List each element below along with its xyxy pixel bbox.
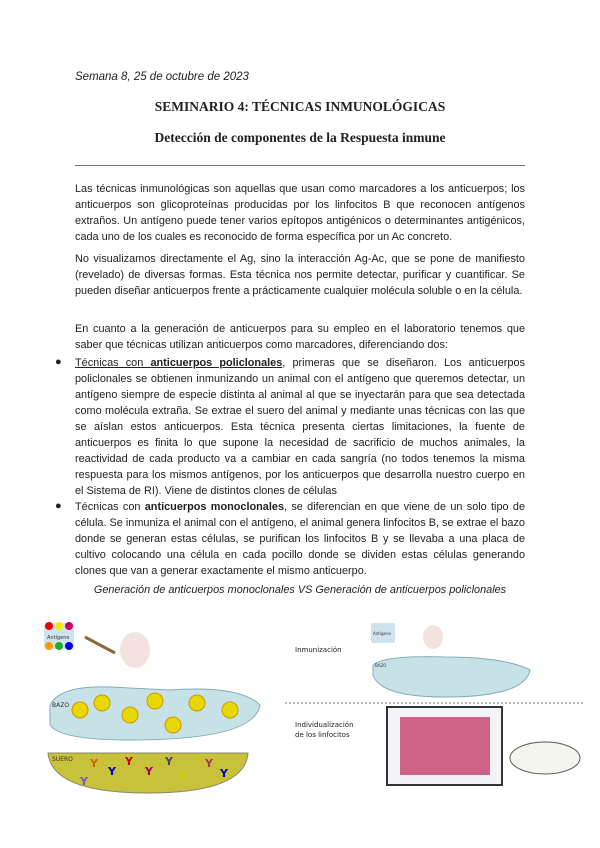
- svg-text:Y: Y: [220, 767, 228, 780]
- antigen-label: Antígeno: [373, 631, 391, 636]
- bullet-polyclonal: [75, 355, 525, 499]
- monoclonal-figure: [285, 615, 585, 795]
- svg-text:Y: Y: [90, 757, 98, 770]
- mouse-icon: [423, 625, 443, 649]
- antigen-palette: [44, 622, 74, 650]
- divider: [75, 165, 525, 166]
- bullet-text: , se diferencian en que viene de un solo tipo de célula. Se inmuniza el animal con el antígeno, el animal genera linfocitos B, se extrae el bazo donde se generan estas células, se purifican los linfocitos B y se llevaba a una placa de cultivo colocando una célula en cada pocillo donde se dividen estas células generando clones que van a generar exactamente el mismo anticuerpo.: [75, 501, 526, 577]
- antigen-label: Antígeno: [47, 635, 70, 641]
- bullet-monoclonal: [75, 499, 525, 579]
- paragraph-3: En cuanto a la generación de anticuerpos para su empleo en el laboratorio tenemos que saber que técnicas utilizan anticuerpos como marcadores, diferenciando dos:: [75, 323, 525, 351]
- spleen-shape: [373, 657, 530, 697]
- spleen-label: BAZO: [52, 702, 70, 709]
- svg-text:Y: Y: [205, 757, 213, 770]
- step-individualization-1: Individualización: [295, 721, 354, 729]
- svg-text:Y: Y: [145, 765, 153, 778]
- syringe-icon: [85, 637, 115, 653]
- serum-label: SUERO: [52, 756, 73, 763]
- step-individualization-2: de los linfocitos: [295, 731, 350, 739]
- svg-text:Y: Y: [108, 765, 116, 778]
- document-title: SEMINARIO 4: TÉCNICAS INMUNOLÓGICAS: [154, 99, 446, 114]
- step-immunization: Inmunización: [295, 646, 342, 654]
- svg-text:Y: Y: [180, 770, 188, 783]
- svg-text:Y: Y: [125, 755, 133, 768]
- mouse-icon: [120, 632, 150, 668]
- clone-dish: [510, 742, 580, 774]
- bullet-marker: ●: [55, 500, 62, 512]
- culture-wells: [400, 717, 490, 775]
- bullet-lead: Técnicas con: [75, 501, 145, 513]
- paragraph-2: No visualizamos directamente el Ag, sino la interacción Ag-Ac, que se pone de manifiesto (revelado) de diversas formas. Esta técnica nos permite detectar, purificar y cuantificar. Se pueden diseñar anticuerpos frente a prácticamente cualquier molécula soluble o en la célula.: [75, 253, 525, 297]
- bullet-term: anticuerpos monoclonales: [144, 501, 285, 513]
- svg-text:Y: Y: [165, 755, 173, 768]
- bullet-marker: ●: [55, 356, 62, 368]
- bullet-term: anticuerpos policlonales: [150, 357, 283, 369]
- spleen-label: BAZO: [375, 663, 387, 668]
- bullet-text: , primeras que se diseñaron. Los anticuerpos policlonales se obtienen inmunizando un animal con el antígeno que queremos detectar, un antígeno siempre de especie distinta al animal al que se inyectarán para que sea detectada como molécula extraña. Se extrae el suero del animal y mediante unas técnicas con las que se aíslan estos anticuerpos. Esta técnica presenta ciertas limitaciones, la fuente de anticuerpos es finita lo que supone la necesidad de sacrificio de muchos animales, la reactividad de cada producto va a cambiar en cada sangría (no todos tenemos la misma respuesta para los mismos antígenos, por los anticuerpos que desarrolla nuestro cuerpo en el Sistema de RI). Viene de distintos clones de células: [75, 357, 525, 497]
- polyclonal-figure: [30, 615, 280, 795]
- bullet-lead: Técnicas con: [75, 357, 151, 369]
- document-subtitle: Detección de componentes de la Respuesta inmune: [154, 130, 446, 145]
- paragraph-1: Las técnicas inmunológicas son aquellas que usan como marcadores a los anticuerpos; los anticuerpos son glicoproteínas producidas por los linfocitos B que reconocen antígenos extraños. Un antígeno puede tener varios epítopos antigénicos o determinantes antigénicos, cada uno de los cuales es reconocido de forma específica por un Ac concreto.: [75, 183, 525, 243]
- figure-caption: Generación de anticuerpos monoclonales VS Generación de anticuerpos policlonales: [93, 584, 507, 596]
- svg-text:Y: Y: [80, 775, 88, 788]
- document-date: Semana 8, 25 de octubre de 2023: [75, 71, 249, 83]
